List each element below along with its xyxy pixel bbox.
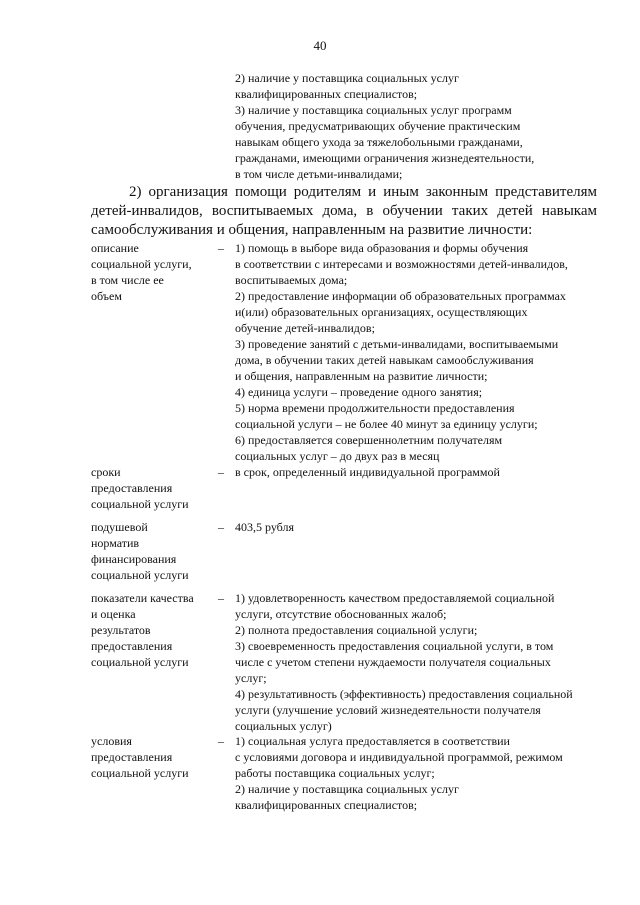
row-description-line: 4) результативность (эффективность) предоставления социальной bbox=[235, 687, 573, 701]
row-description-line: услуги, отсутствие обоснованных жалоб; bbox=[235, 607, 447, 621]
table-row-normative bbox=[91, 519, 597, 590]
continuation-line: квалифицированных специалистов; bbox=[235, 87, 418, 101]
row-description-line: 2) наличие у поставщика социальных услуг bbox=[235, 782, 459, 796]
row-label-line: социальной услуги bbox=[91, 568, 189, 582]
row-label-line: результатов bbox=[91, 623, 151, 637]
row-label-line: показатели качества bbox=[91, 591, 194, 605]
row-description-line: воспитываемых дома; bbox=[235, 273, 348, 287]
row-description bbox=[235, 240, 597, 464]
row-description-line: и(или) образовательных организациях, осуществляющих bbox=[235, 305, 528, 319]
row-label-line: и оценка bbox=[91, 607, 136, 621]
row-description-line: услуги (улучшение условий жизнедеятельности получателя bbox=[235, 703, 541, 717]
row-label-line: предоставления bbox=[91, 481, 173, 495]
row-label-line: сроки bbox=[91, 465, 121, 479]
row-label bbox=[91, 733, 216, 781]
row-description-line: дома, в обучении таких детей навыкам самообслуживания bbox=[235, 353, 534, 367]
row-description-line: социальных услуг) bbox=[235, 719, 332, 733]
row-label bbox=[91, 590, 216, 670]
row-label-line: объем bbox=[91, 289, 122, 303]
row-label-line: финансирования bbox=[91, 552, 177, 566]
row-description-line: в соответствии с интересами и возможностями детей-инвалидов, bbox=[235, 257, 568, 271]
continuation-line: гражданами, имеющими ограничения жизнедеятельности, bbox=[235, 151, 535, 165]
row-dash: – bbox=[218, 465, 224, 479]
section-heading-line: самообслуживания и общения, направленным на развитие личности: bbox=[91, 222, 533, 238]
row-description-line: 6) предоставляется совершеннолетним получателям bbox=[235, 433, 503, 447]
continuation-block bbox=[235, 70, 595, 182]
row-label-line: социальной услуги bbox=[91, 655, 189, 669]
row-description bbox=[235, 519, 597, 535]
continuation-line: 3) наличие у поставщика социальных услуг программ bbox=[235, 103, 512, 117]
row-description-line: социальной услуги – не более 40 минут за единицу услуги; bbox=[235, 417, 538, 431]
row-description bbox=[235, 733, 597, 813]
row-label-line: описание bbox=[91, 241, 139, 255]
service-table bbox=[91, 240, 597, 813]
table-row-conditions bbox=[91, 733, 597, 813]
row-description-line: социальных услуг – до двух раз в месяц bbox=[235, 449, 440, 463]
section-heading bbox=[91, 183, 597, 240]
row-description-line: числе с учетом степени нуждаемости получателя социальных bbox=[235, 655, 551, 669]
row-dash: – bbox=[218, 734, 224, 748]
row-description-line: обучение детей-инвалидов; bbox=[235, 321, 375, 335]
continuation-line: обучения, предусматривающих обучение практическим bbox=[235, 119, 521, 133]
row-label-line: условия bbox=[91, 734, 132, 748]
continuation-line: навыкам общего ухода за тяжелобольными гражданами, bbox=[235, 135, 523, 149]
row-description-line: 1) помощь в выборе вида образования и формы обучения bbox=[235, 241, 529, 255]
row-label-line: социальной услуги, bbox=[91, 257, 192, 271]
row-description bbox=[235, 464, 597, 480]
row-dash: – bbox=[218, 241, 224, 255]
row-description-line: услуг; bbox=[235, 671, 267, 685]
row-label bbox=[91, 519, 216, 583]
row-description-line: и общения, направленным на развитие личности; bbox=[235, 369, 488, 383]
row-description bbox=[235, 590, 597, 734]
row-description-line: 2) полнота предоставления социальной услуги; bbox=[235, 623, 478, 637]
section-heading-line: 2) организация помощи родителям и иным законным представителям bbox=[129, 184, 597, 200]
row-dash: – bbox=[218, 591, 224, 605]
section-heading-line: детей-инвалидов, воспитываемых дома, в обучении таких детей навыкам bbox=[91, 203, 597, 219]
row-description-line: 4) единица услуги – проведение одного занятия; bbox=[235, 385, 483, 399]
row-label-line: социальной услуги bbox=[91, 497, 189, 511]
row-description-line: в срок, определенный индивидуальной программой bbox=[235, 465, 500, 479]
row-description-line: с условиями договора и индивидуальной программой, режимом bbox=[235, 750, 563, 764]
row-description-line: работы поставщика социальных услуг; bbox=[235, 766, 435, 780]
continuation-line: в том числе детьми-инвалидами; bbox=[235, 167, 403, 181]
row-label-line: подушевой bbox=[91, 520, 148, 534]
row-description-line: 1) удовлетворенность качеством предоставляемой социальной bbox=[235, 591, 555, 605]
row-description-line: 2) предоставление информации об образовательных программах bbox=[235, 289, 566, 303]
row-label bbox=[91, 240, 216, 304]
row-label-line: норматив bbox=[91, 536, 140, 550]
row-label-line: социальной услуги bbox=[91, 766, 189, 780]
row-description-line: 403,5 рубля bbox=[235, 520, 294, 534]
page-number: 40 bbox=[313, 38, 327, 53]
row-description-line: квалифицированных специалистов; bbox=[235, 798, 418, 812]
continuation-line: 2) наличие у поставщика социальных услуг bbox=[235, 71, 459, 85]
row-label bbox=[91, 464, 216, 512]
table-row-description bbox=[91, 240, 597, 464]
row-description-line: 3) своевременность предоставления социальной услуги, в том bbox=[235, 639, 554, 653]
row-label-line: в том числе ее bbox=[91, 273, 164, 287]
row-label-line: предоставления bbox=[91, 639, 173, 653]
row-description-line: 5) норма времени продолжительности предоставления bbox=[235, 401, 515, 415]
row-description-line: 1) социальная услуга предоставляется в соответствии bbox=[235, 734, 510, 748]
row-label-line: предоставления bbox=[91, 750, 173, 764]
table-row-terms bbox=[91, 464, 597, 519]
row-description-line: 3) проведение занятий с детьми-инвалидами, воспитываемыми bbox=[235, 337, 559, 351]
row-dash: – bbox=[218, 520, 224, 534]
table-row-quality bbox=[91, 590, 597, 733]
